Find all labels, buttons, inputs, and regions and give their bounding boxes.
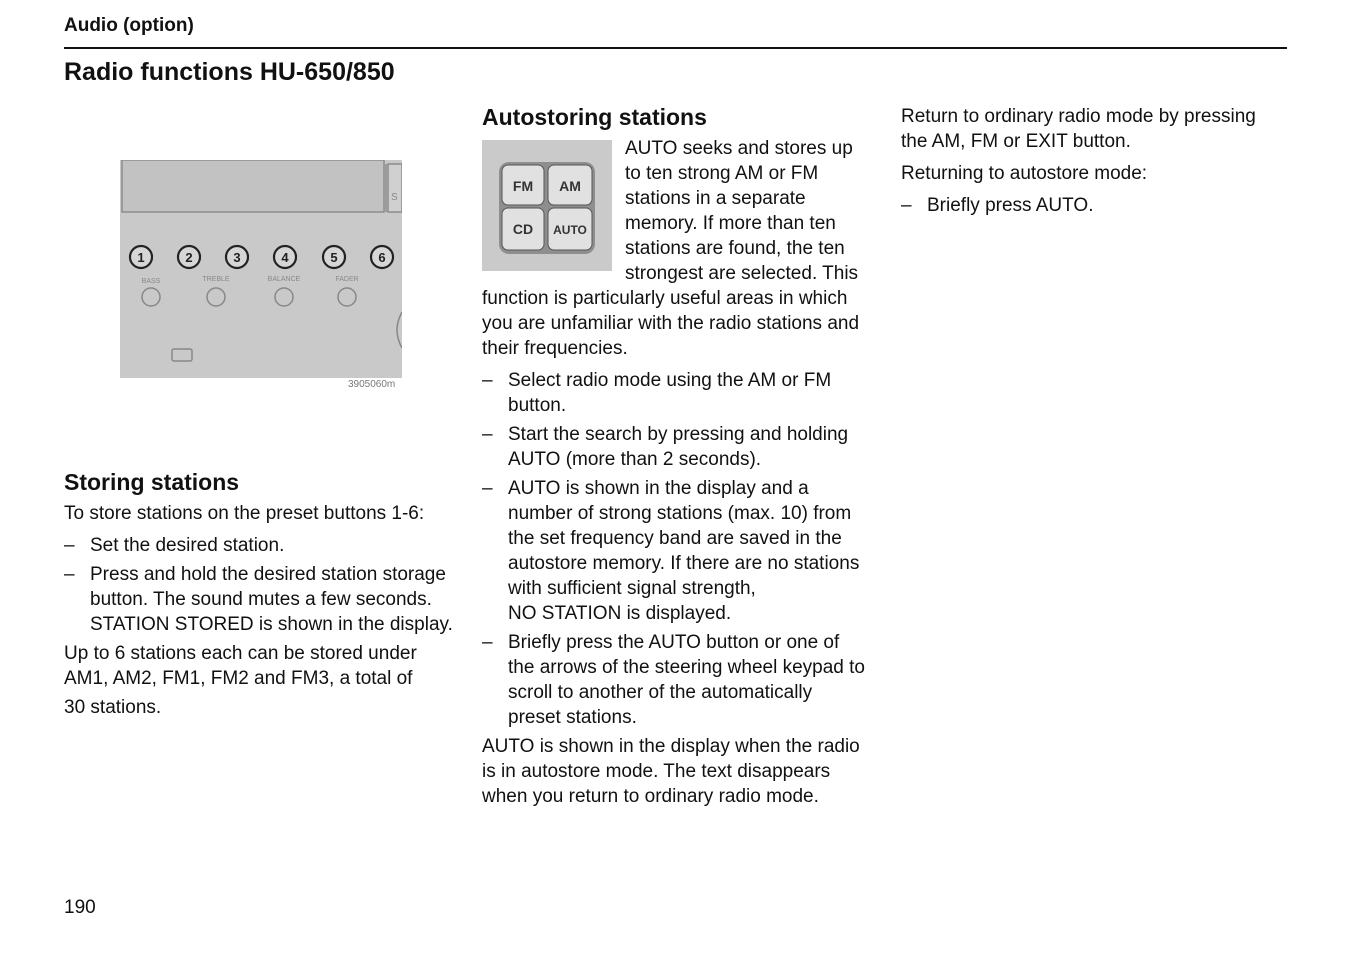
auto-button — [548, 208, 592, 250]
knob-label-balance: BALANCE — [267, 276, 301, 283]
section-label: Audio (option) — [64, 15, 194, 36]
preset-button-6 — [371, 246, 393, 268]
svg-text:AUTO: AUTO — [553, 223, 587, 237]
autostoring-intro-rest: function is particularly useful areas in which you are unfamiliar with the radio stations and their frequencies. — [482, 288, 860, 359]
returning-paragraph: Returning to autostore mode: — [901, 163, 1148, 184]
knob-label-treble: TREBLE — [202, 276, 230, 283]
autostoring-section — [482, 286, 868, 809]
header-rule — [64, 47, 1287, 49]
autostoring-steps — [482, 368, 868, 730]
svg-text:5: 5 — [330, 250, 338, 265]
svg-text:AM: AM — [559, 178, 581, 194]
display-window — [122, 160, 384, 212]
list-item: – Start the search by pressing and holding AUTO (more than 2 seconds). — [482, 422, 868, 472]
svg-text:2: 2 — [185, 250, 193, 265]
storing-heading: Storing stations — [64, 469, 240, 495]
page-title: Radio functions HU-650/850 — [64, 58, 395, 86]
knob-label-fader: FADER — [335, 276, 359, 283]
autostoring-heading: Autostoring stations — [482, 104, 707, 130]
autostoring-intro-line: memory. If more than ten — [625, 213, 836, 234]
preset-button-1 — [130, 246, 152, 268]
return-paragraph: Return to ordinary radio mode by pressing the AM, FM or EXIT button. — [901, 106, 1256, 152]
autostoring-intro-line: AUTO seeks and stores up — [625, 138, 853, 159]
preset-button-4 — [274, 246, 296, 268]
list-item: – Set the desired station. — [64, 533, 454, 558]
storing-outro-total: 30 stations. — [64, 697, 162, 718]
autostoring-intro-line: strongest are selected. This — [625, 263, 859, 284]
radio-panel-figure — [120, 160, 402, 380]
right-steps — [901, 193, 1287, 218]
knob-label-bass: BASS — [141, 278, 161, 285]
am-button — [548, 165, 592, 205]
fm-button — [502, 165, 544, 205]
storing-outro: Up to 6 stations each can be stored under AM1, AM2, FM1, FM2 and FM3, a total of — [64, 643, 417, 689]
figure-code: 3905060m — [348, 379, 396, 390]
step-text: AUTO is shown in the display and a number of strong stations (max. 10) from the set frequency band are saved in the autostore memory. If there are no stations with sufficient signal strength, — [508, 478, 860, 599]
svg-text:4: 4 — [281, 250, 289, 265]
svg-text:CD: CD — [512, 221, 534, 237]
page-number: 190 — [64, 897, 96, 918]
list-item: – Select radio mode using the AM or FM button. — [482, 368, 868, 418]
storing-intro: To store stations on the preset buttons 1-6: — [64, 503, 425, 524]
preset-button-3 — [226, 246, 248, 268]
list-item: – Briefly press the AUTO button or one of the arrows of the steering wheel keypad to scroll to another of the automatically preset stations. — [482, 630, 868, 730]
autostoring-intro-line: to ten strong AM or FM — [625, 163, 819, 184]
svg-text:6: 6 — [378, 250, 386, 265]
side-letter: S — [391, 192, 398, 203]
preset-button-5 — [323, 246, 345, 268]
storing-steps — [64, 533, 454, 637]
side-button — [388, 164, 402, 212]
autostoring-closing: AUTO is shown in the display when the radio is in autostore mode. The text disappears when you return to ordinary radio mode. — [482, 736, 860, 807]
storing-section — [64, 501, 454, 720]
list-item — [482, 476, 868, 626]
svg-text:1: 1 — [137, 250, 145, 265]
preset-button-2 — [178, 246, 200, 268]
autostoring-intro-line: stations in a separate — [625, 188, 806, 209]
cd-button — [502, 208, 544, 250]
right-column — [901, 104, 1287, 222]
list-item: – Press and hold the desired station storage button. The sound mutes a few seconds. STATION STORED is shown in the display. — [64, 562, 454, 637]
step-text-no-station: NO STATION is displayed. — [508, 603, 732, 624]
button-cluster-figure — [482, 140, 612, 271]
autostoring-intro-wrap — [625, 136, 875, 286]
list-item: – Briefly press AUTO. — [901, 193, 1287, 218]
svg-text:3: 3 — [233, 250, 241, 265]
autostoring-intro-line: stations are found, the ten — [625, 238, 845, 259]
svg-text:FM: FM — [512, 178, 534, 194]
